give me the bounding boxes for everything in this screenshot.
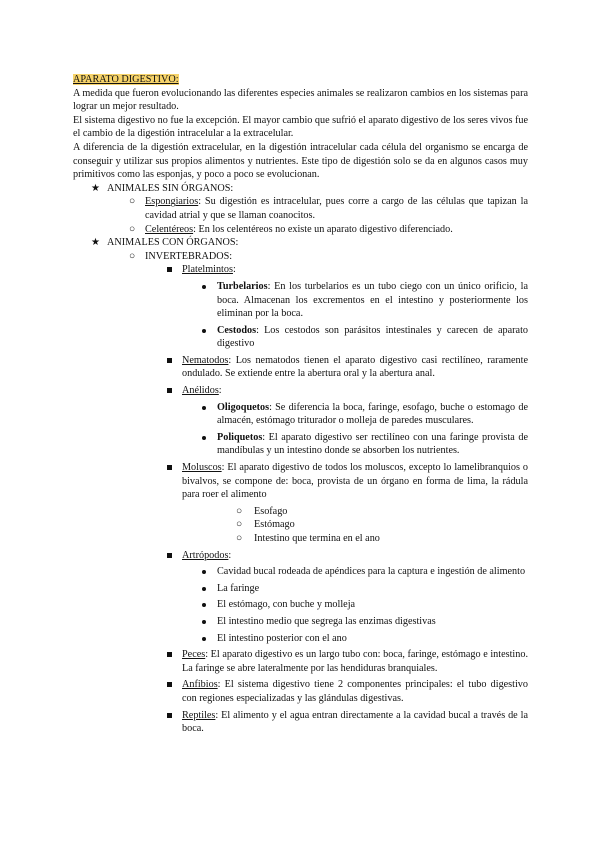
dot-bullet-icon: [202, 587, 206, 591]
list-item-estomago: [73, 518, 528, 532]
term-platelmintos: Platelmintos: [182, 264, 233, 276]
dot-bullet-icon: [202, 285, 206, 289]
term-espongiarios: Espongiarios: [145, 196, 199, 208]
text-faringe: La faringe: [217, 582, 260, 594]
term-artropodos: Artrópodos: [182, 549, 229, 561]
text-estomago: Estómago: [254, 519, 295, 531]
list-item-turbelarios: [73, 280, 528, 321]
star-bullet-icon: ★: [91, 182, 100, 194]
term-celentereos: Celentéreos: [145, 223, 194, 235]
list-item-invertebrados: [73, 250, 528, 264]
square-bullet-icon: [167, 713, 172, 718]
text-anfibios: : El sistema digestivo tiene 2 componentes principales: el tubo digestivo con regiones especializadas y las glándulas digestivas.: [182, 679, 528, 704]
square-bullet-icon: [167, 553, 172, 558]
term-reptiles: Reptiles: [182, 709, 216, 721]
text-intestino: Intestino que termina en el ano: [254, 533, 380, 544]
main-list: [73, 182, 528, 736]
circle-bullet-icon: ○: [236, 519, 243, 531]
text-moluscos: : El aparato digestivo de todos los moluscos, excepto lo lamelibranquios o bivalvos, se compone de: boca, provista de un órgano en forma de lima, la rádula para roer el alimento: [182, 462, 528, 501]
term-poliquetos: Poliquetos: [217, 431, 263, 443]
square-bullet-icon: [167, 388, 172, 393]
star-bullet-icon: ★: [91, 237, 100, 249]
dot-bullet-icon: [202, 570, 206, 574]
dot-bullet-icon: [202, 637, 206, 641]
list-item-intestino-medio: [73, 615, 528, 629]
text-peces: : El aparato digestivo es un largo tubo con: boca, faringe, estómago e intestino. La faringe se abre lateralmente por las hendiduras branquiales.: [182, 649, 528, 674]
square-bullet-icon: [167, 267, 172, 272]
list-item-intestino-posterior: [73, 632, 528, 646]
term-moluscos: Moluscos: [182, 462, 222, 474]
list-item-intestino: [73, 532, 528, 546]
colon: :: [218, 385, 222, 397]
term-turbelarios: Turbelarios: [217, 280, 268, 292]
circle-bullet-icon: ○: [236, 505, 243, 517]
circle-bullet-icon: ○: [129, 250, 136, 262]
list-item-estomago-buche: [73, 598, 528, 612]
circle-bullet-icon: ○: [129, 196, 136, 208]
dot-bullet-icon: [202, 406, 206, 410]
list-item-platelmintos: [73, 263, 528, 277]
term-anelidos: Anélidos: [182, 385, 219, 397]
list-item-cavidad-bucal: [73, 565, 528, 579]
list-item-reptiles: [73, 709, 528, 736]
list-item-anelidos: [73, 384, 528, 398]
dot-bullet-icon: [202, 620, 206, 624]
text-poliquetos: : El aparato digestivo ser rectilíneo con una faringe provista de mandíbulas y un intestino donde se absorben los nutrientes.: [217, 431, 528, 457]
term-anfibios: Anfibios: [182, 679, 218, 691]
paragraph-2: El sistema digestivo no fue la excepción. El mayor cambio que sufrió el aparato digestivo de los seres vivos fue el cambio de la digestión intracelular a la extracelular.: [73, 114, 528, 140]
star-item-con-organos: [73, 236, 528, 250]
document-title: APARATO DIGESTIVO:: [73, 74, 179, 85]
list-item-esofago: [73, 505, 528, 519]
text-oligoquetos: : Se diferencia la boca, faringe, esofago, buche o estomago de almacén, estómago triturador o molleja de paredes musculares.: [217, 401, 528, 427]
text-reptiles: : El alimento y el agua entran directamente a la cavidad bucal a través de la boca.: [182, 709, 528, 735]
dot-bullet-icon: [202, 329, 206, 333]
term-oligoquetos: Oligoquetos: [217, 401, 270, 413]
heading-sin-organos: ANIMALES SIN ÓRGANOS:: [107, 182, 234, 194]
list-item-oligoquetos: [73, 401, 528, 428]
title-line: [73, 73, 528, 87]
star-item-sin-organos: [73, 182, 528, 196]
circle-bullet-icon: ○: [129, 223, 136, 235]
circle-bullet-icon: ○: [236, 533, 243, 544]
list-item-celentereos: [73, 223, 528, 237]
list-item-artropodos: [73, 549, 528, 563]
text-esofago: Esofago: [254, 505, 288, 517]
paragraph-3: A diferencia de la digestión extracelular, en la digestión intracelular cada célula del organismo se encarga de conseguir y utilizar sus propios alimentos y nutrientes. Este tipo de digestión solo se da en algunos casos muy primitivos como las esponjas, y poco a poco se evolucionan.: [73, 141, 528, 181]
square-bullet-icon: [167, 358, 172, 363]
list-item-anfibios: [73, 678, 528, 705]
text-estomago-buche: El estómago, con buche y molleja: [217, 599, 356, 611]
document-content: [73, 73, 528, 739]
paragraph-1: A medida que fueron evolucionando las diferentes especies animales se realizaron cambios en los sistemas para lograr un mejor resultado.: [73, 87, 528, 113]
text-nematodos: : Los nematodos tienen el aparato digestivo casi rectilíneo, raramente ondulado. Se extiende entre la abertura oral y la abertura anal.: [182, 354, 528, 380]
square-bullet-icon: [167, 465, 172, 470]
list-item-moluscos: [73, 461, 528, 502]
colon: :: [232, 264, 236, 276]
text-turbelarios: : En los turbelarios es un tubo ciego con un único orificio, la boca. Almacenan los excrementos en el intestino y posteriormente los eliminan por la boca.: [217, 280, 528, 320]
dot-bullet-icon: [202, 603, 206, 607]
list-item-nematodos: [73, 354, 528, 381]
text-cestodos: : Los cestodos son parásitos intestinales y carecen de aparato digestivo: [217, 324, 528, 350]
text-intestino-posterior: El intestino posterior con el ano: [217, 632, 347, 644]
list-item-faringe: [73, 582, 528, 596]
list-item-poliquetos: [73, 431, 528, 458]
colon: :: [228, 549, 232, 561]
term-peces: Peces: [182, 649, 206, 661]
term-cestodos: Cestodos: [217, 324, 257, 336]
square-bullet-icon: [167, 682, 172, 687]
heading-con-organos: ANIMALES CON ÓRGANOS:: [107, 237, 239, 249]
dot-bullet-icon: [202, 436, 206, 440]
list-item-peces: [73, 648, 528, 675]
heading-invertebrados: INVERTEBRADOS:: [145, 250, 233, 262]
text-espongiarios: : Su digestión es intracelular, pues corre a cargo de las células que tapizan la cavidad atrial y que se llaman coanocitos.: [145, 196, 528, 221]
list-item-espongiarios: [73, 195, 528, 222]
text-intestino-medio: El intestino medio que segrega las enzimas digestivas: [217, 615, 436, 627]
term-nematodos: Nematodos: [182, 354, 229, 366]
list-item-cestodos: [73, 324, 528, 351]
square-bullet-icon: [167, 652, 172, 657]
text-celentereos: : En los celentéreos no existe un aparato digestivo diferenciado.: [193, 223, 453, 235]
text-cavidad-bucal: Cavidad bucal rodeada de apéndices para la captura e ingestión de alimento: [217, 566, 526, 578]
